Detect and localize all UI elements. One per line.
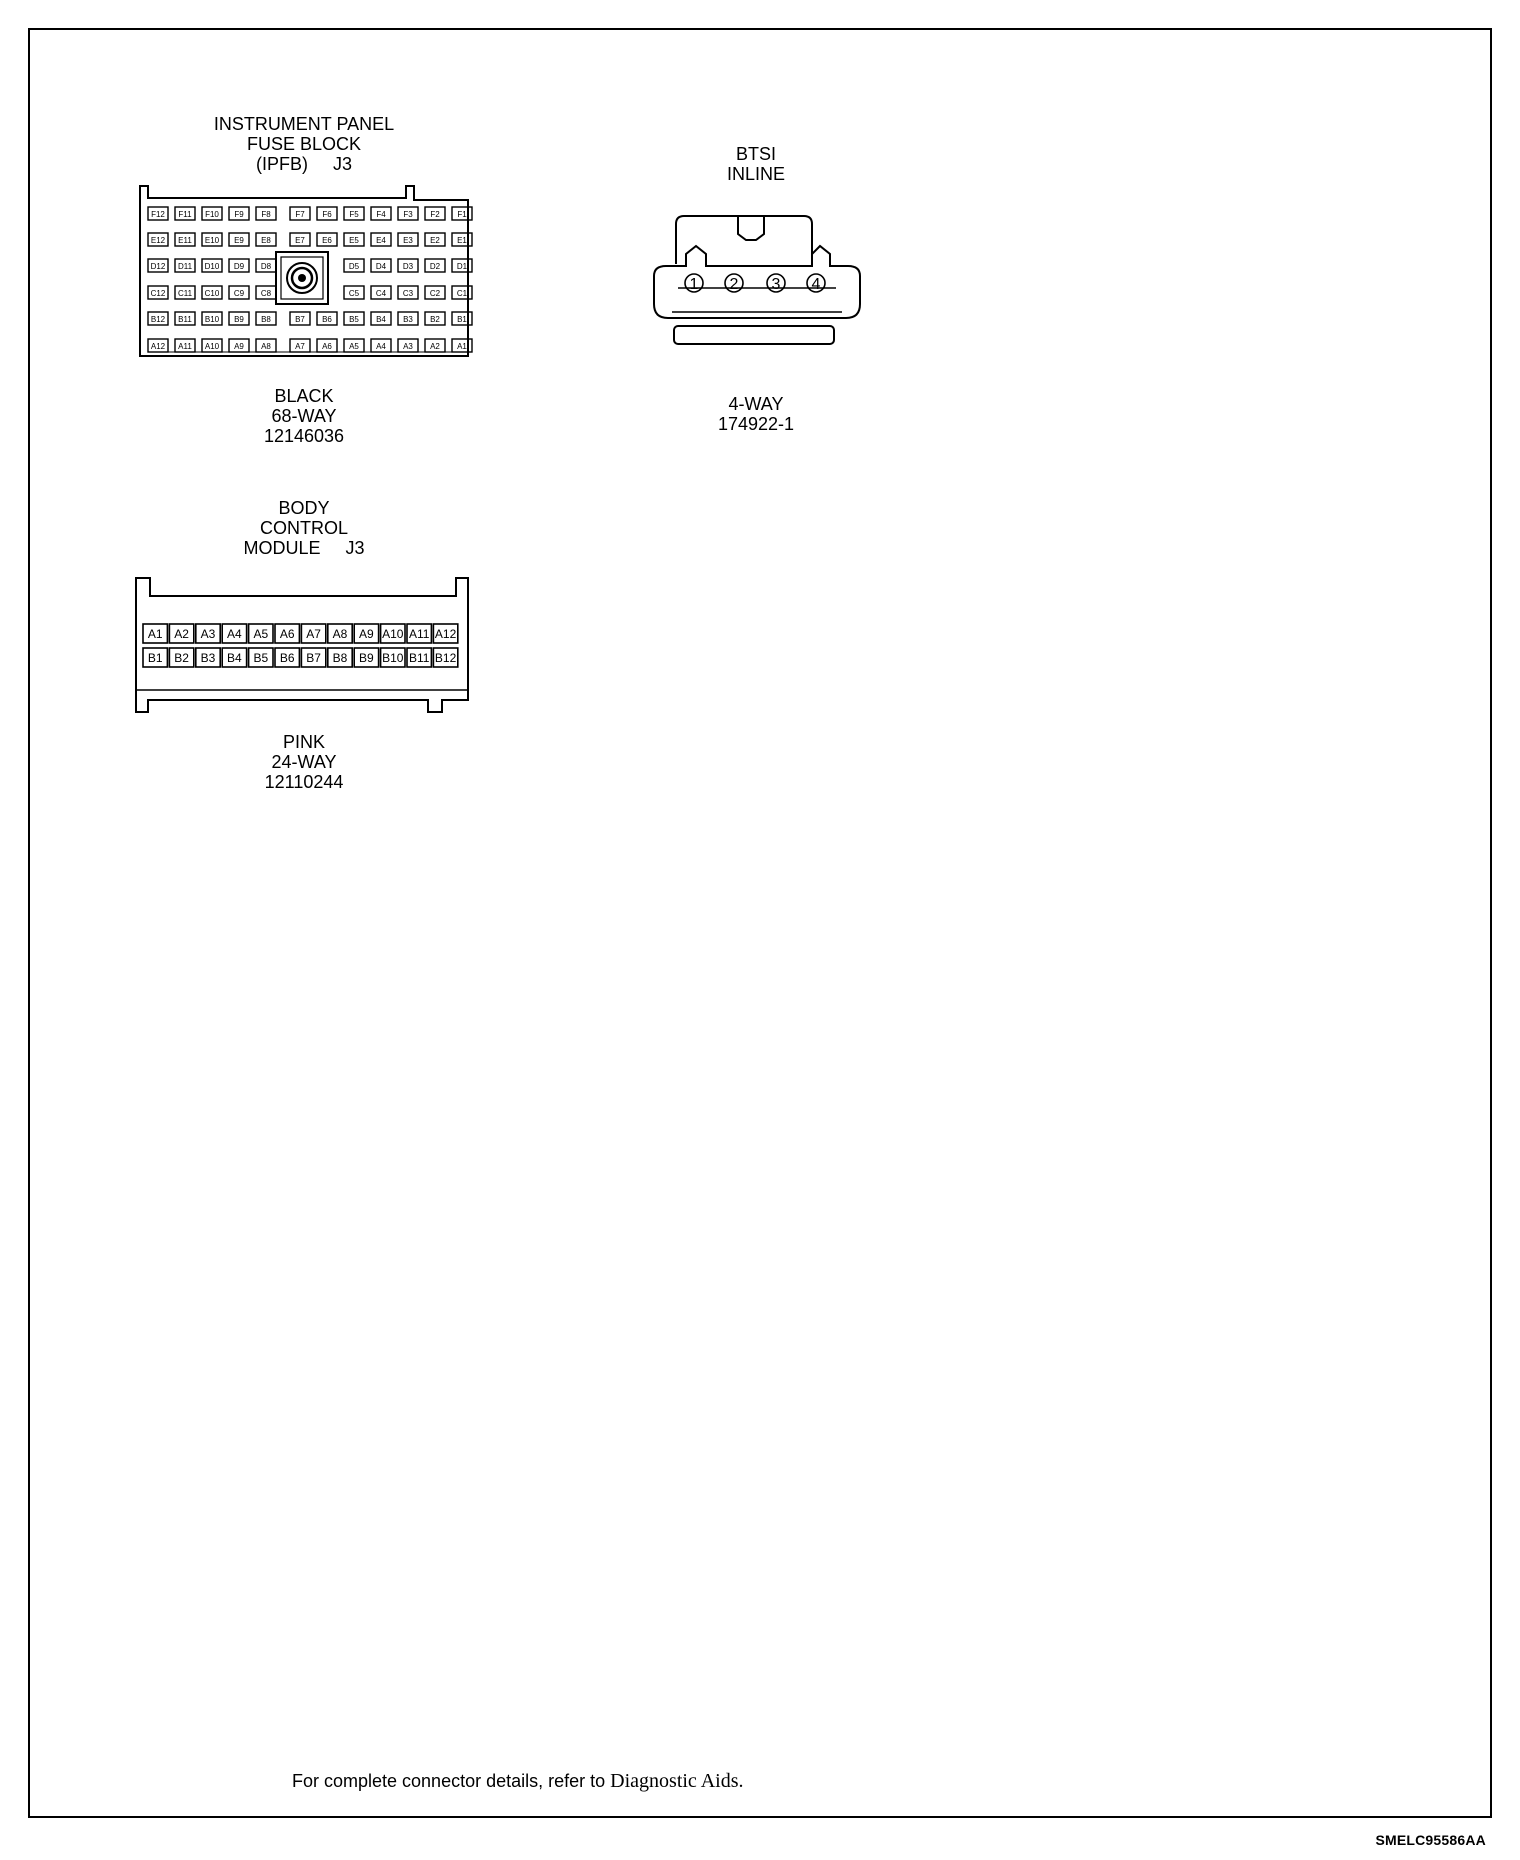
ipfb-stud-center: [298, 274, 306, 282]
ipfb-cavity-label-d5: D5: [348, 262, 360, 271]
bcm-cavity-label-b7: B7: [306, 651, 321, 665]
ipfb-cavity-label-a5: A5: [349, 342, 359, 351]
ipfb-title-line-3: (IPFB) J3: [255, 154, 352, 174]
ipfb-cavity-label-b4: B4: [376, 315, 386, 324]
bcm-cavity-label-a7: A7: [306, 627, 321, 641]
ipfb-cavity-label-d9: D9: [233, 262, 245, 271]
bcm-cavity-label-b12: B12: [434, 651, 457, 665]
ipfb-cavity-label-e4: E4: [376, 236, 386, 245]
ipfb-cavity-label-e7: E7: [295, 236, 305, 245]
ipfb-cavity-label-b11: B11: [178, 315, 192, 324]
ipfb-cavity-label-d11: D11: [177, 262, 193, 271]
bcm-cavity-label-b10: B10: [382, 651, 404, 665]
ipfb-cavity-label-f9: F9: [234, 210, 244, 219]
ipfb-cavity-label-c9: C9: [233, 289, 245, 298]
bts-pin-3-label: 3: [771, 276, 781, 293]
ipfb-cavity-label-e3: E3: [403, 236, 413, 245]
bts-way-count: 4-WAY: [728, 394, 784, 414]
bcm-cavity-label-b4: B4: [227, 651, 242, 665]
ipfb-cavity-label-b12: B12: [150, 315, 166, 324]
bcm-cavity-label-a8: A8: [332, 627, 348, 641]
ipfb-cavity-label-a6: A6: [322, 342, 332, 351]
bcm-housing: [136, 578, 468, 712]
ipfb-cavity-label-d3: D3: [402, 262, 414, 271]
ipfb-cavity-label-a8: A8: [261, 342, 271, 351]
ipfb-cavity-label-d2: D2: [429, 262, 441, 271]
ipfb-cavity-label-e9: E9: [234, 236, 244, 245]
bcm-cavity-label-a5: A5: [253, 627, 269, 641]
ipfb-cavity-label-a1: A1: [457, 342, 467, 351]
ipfb-cavity-label-d4: D4: [375, 262, 387, 271]
ipfb-cavity-label-e5: E5: [349, 236, 359, 245]
ipfb-cavity-label-d12: D12: [150, 262, 166, 271]
bts-seal-lower: [674, 326, 834, 344]
ipfb-cavity-label-a3: A3: [403, 342, 413, 351]
ipfb-cavity-label-f8: F8: [261, 210, 271, 219]
ipfb-cavity-label-b2: B2: [430, 315, 440, 324]
ipfb-cavity-label-a4: A4: [376, 342, 386, 351]
bcm-way-count: 24-WAY: [271, 752, 337, 772]
ipfb-cavity-label-e8: E8: [261, 236, 271, 245]
bcm-color: PINK: [282, 732, 325, 752]
ipfb-way-count: 68-WAY: [271, 406, 337, 426]
bcm-cavity-label-a4: A4: [227, 627, 242, 641]
ipfb-cavity-label-f1: F1: [457, 210, 467, 219]
ipfb-cavity-label-e2: E2: [430, 236, 440, 245]
ipfb-cavity-label-b10: B10: [204, 315, 220, 324]
bcm-title-line-1: BODY: [278, 498, 330, 518]
bcm-cavity-label-a10: A10: [382, 627, 404, 641]
bcm-cavity-label-a3: A3: [200, 627, 216, 641]
footer-note-text: For complete connector details, refer to: [292, 1771, 611, 1791]
ipfb-cavity-label-b3: B3: [403, 315, 413, 324]
ipfb-cavity-label-a9: A9: [234, 342, 244, 351]
ipfb-title-line-2: FUSE BLOCK: [246, 134, 362, 154]
ipfb-cavity-label-f12: F12: [151, 210, 165, 219]
ipfb-cavity-label-c4: C4: [375, 289, 387, 298]
ipfb-cavity-label-f10: F10: [205, 210, 219, 219]
ipfb-cavity-label-d1: D1: [456, 262, 468, 271]
bcm-title: [204, 498, 404, 558]
bcm-cavity-label-b1: B1: [147, 651, 163, 665]
bcm-cavity-label-a6: A6: [279, 627, 295, 641]
ipfb-cavity-label-f2: F2: [430, 210, 440, 219]
ipfb-part-number: 12146036: [263, 426, 345, 446]
ipfb-cavity-label-e1: E1: [457, 236, 467, 245]
diagnostic-aids-reference: Diagnostic Aids.: [610, 1770, 744, 1792]
bts-info: [656, 394, 856, 434]
bcm-cavity-label-b9: B9: [359, 651, 374, 665]
document-id: SMELC95586AA: [1375, 1832, 1486, 1848]
ipfb-cavity-label-b6: B6: [322, 315, 332, 324]
ipfb-cavity-label-e6: E6: [322, 236, 332, 245]
bcm-cavity-label-a1: A1: [147, 627, 163, 641]
ipfb-cavity-label-f5: F5: [349, 210, 359, 219]
ipfb-cavity-label-b8: B8: [261, 315, 271, 324]
footer-note: [292, 1770, 744, 1793]
ipfb-cavity-label-b7: B7: [295, 315, 305, 324]
ipfb-cavity-label-c8: C8: [260, 289, 272, 298]
ipfb-cavity-label-d10: D10: [204, 262, 220, 271]
ipfb-cavity-label-c2: C2: [429, 289, 441, 298]
ipfb-cavity-label-f11: F11: [178, 210, 192, 219]
bts-title-line-2: INLINE: [726, 164, 786, 184]
ipfb-cavity-label-b9: B9: [234, 315, 244, 324]
ipfb-cavity-label-f7: F7: [295, 210, 305, 219]
ipfb-cavity-label-d8: D8: [260, 262, 272, 271]
bcm-cavity-label-b11: B11: [408, 651, 430, 665]
ipfb-cavity-label-e12: E12: [150, 236, 166, 245]
bcm-title-line-2: CONTROL: [259, 518, 348, 538]
ipfb-info: [204, 386, 404, 446]
ipfb-cavity-label-c10: C10: [204, 289, 220, 298]
bcm-cavity-label-b3: B3: [200, 651, 216, 665]
bts-title-line-1: BTSI: [735, 144, 776, 164]
ipfb-cavity-label-a2: A2: [430, 342, 440, 351]
bcm-cavity-label-a2: A2: [174, 627, 189, 641]
bts-pin-2-label: 2: [729, 276, 739, 293]
bts-pin-1-label: 1: [689, 276, 699, 293]
bts-latch-tab: [738, 216, 764, 240]
bcm-cavity-label-a9: A9: [359, 627, 374, 641]
bcm-cavity-label-b6: B6: [279, 651, 295, 665]
ipfb-cavity-label-c12: C12: [150, 289, 166, 298]
ipfb-cavity-label-f3: F3: [403, 210, 413, 219]
bcm-cavity-label-b2: B2: [174, 651, 189, 665]
bcm-cavity-label-a12: A12: [434, 627, 457, 641]
ipfb-cavity-label-b1: B1: [457, 315, 467, 324]
ipfb-cavity-label-a10: A10: [204, 342, 220, 351]
ipfb-cavity-label-b5: B5: [349, 315, 359, 324]
ipfb-cavity-label-a12: A12: [150, 342, 166, 351]
bcm-cavity-label-a11: A11: [408, 627, 430, 641]
ipfb-cavity-label-e10: E10: [204, 236, 220, 245]
ipfb-cavity-label-c3: C3: [402, 289, 414, 298]
ipfb-cavity-label-f6: F6: [322, 210, 332, 219]
ipfb-cavity-label-a11: A11: [178, 342, 192, 351]
ipfb-color: BLACK: [274, 386, 334, 406]
ipfb-cavity-label-c1: C1: [456, 289, 468, 298]
ipfb-cavity-label-e11: E11: [178, 236, 192, 245]
ipfb-title-line-1: INSTRUMENT PANEL: [213, 114, 395, 134]
bcm-part-number: 12110244: [264, 772, 344, 792]
bcm-title-line-3: MODULE J3: [243, 538, 365, 558]
bts-latch-body: [676, 216, 812, 264]
ipfb-cavity-label-f4: F4: [376, 210, 386, 219]
bts-title: [656, 144, 856, 184]
bcm-cavity-label-b5: B5: [253, 651, 269, 665]
bcm-cavity-label-b8: B8: [332, 651, 348, 665]
bts-part-number: 174922-1: [717, 414, 795, 434]
ipfb-cavity-label-c5: C5: [348, 289, 360, 298]
bcm-info: [204, 732, 404, 792]
ipfb-cavity-label-c11: C11: [177, 289, 193, 298]
bts-pin-4-label: 4: [811, 276, 821, 293]
ipfb-cavity-label-a7: A7: [295, 342, 305, 351]
